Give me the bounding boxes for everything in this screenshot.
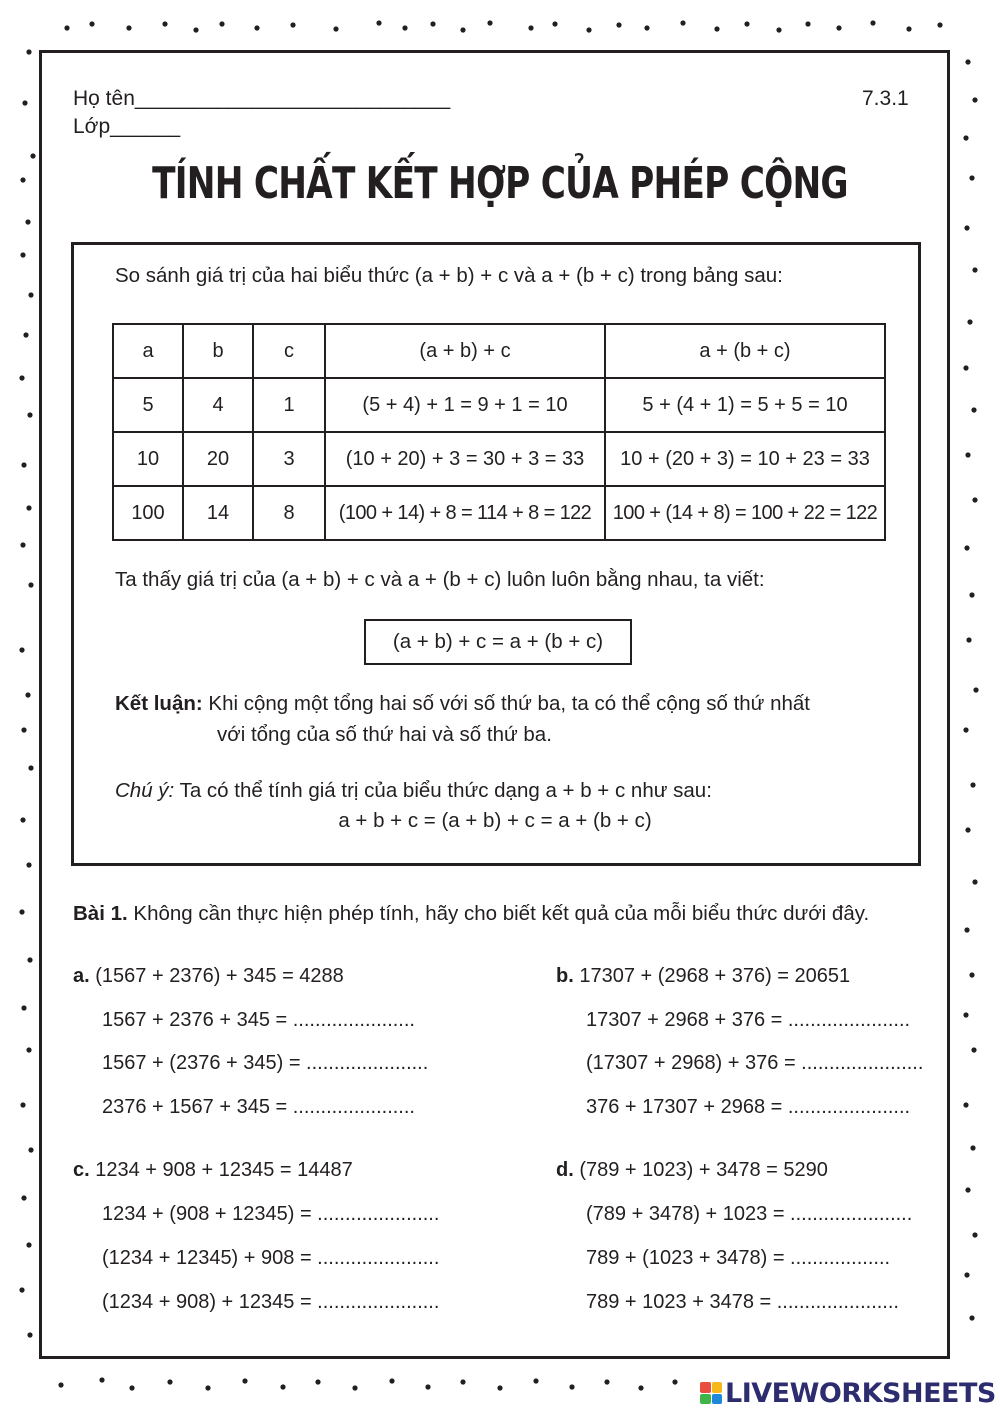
conclusion-line-2: với tổng của số thứ hai và số thứ ba. (217, 723, 552, 746)
observation-text: Ta thấy giá trị của (a + b) + c và a + (b + c) luôn luôn bằng nhau, ta viết: (115, 568, 765, 591)
table-header-cell: a (113, 324, 183, 378)
table-header-row (113, 324, 885, 378)
exercise-text: Không cần thực hiện phép tính, hãy cho biết kết quả của mỗi biểu thức dưới đây. (133, 902, 870, 925)
table-cell: 8 (253, 486, 325, 540)
table-header-cell: a + (b + c) (605, 324, 885, 378)
table-cell: 100 (113, 486, 183, 540)
answer-line[interactable]: 17307 + 2968 + 376 = ...................... (586, 1009, 911, 1031)
liveworksheets-logo[interactable] (700, 1377, 996, 1409)
exercise-instruction (73, 899, 921, 929)
answer-line[interactable]: 789 + (1023 + 3478) = .................. (586, 1247, 891, 1269)
part-given: 1234 + 908 + 12345 = 14487 (95, 1159, 353, 1181)
comparison-table (112, 323, 886, 541)
exercise-part-d (556, 1159, 828, 1182)
note-text: Ta có thể tính giá trị của biểu thức dạng a + b + c như sau: (179, 779, 712, 802)
table-row (113, 432, 885, 486)
table-cell: (10 + 20) + 3 = 30 + 3 = 33 (325, 432, 605, 486)
answer-line[interactable]: 1567 + 2376 + 345 = ...................... (102, 1009, 415, 1031)
conclusion-line-1: Khi cộng một tổng hai số với số thứ ba, ta có thể cộng số thứ nhất (208, 692, 810, 715)
table-cell: (100 + 14) + 8 = 114 + 8 = 122 (325, 486, 605, 540)
part-letter: a. (73, 965, 90, 987)
table-cell: 10 (113, 432, 183, 486)
part-given: 17307 + (2968 + 376) = 20651 (579, 965, 851, 987)
table-cell: 20 (183, 432, 253, 486)
table-cell: 100 + (14 + 8) = 100 + 22 = 122 (605, 486, 885, 540)
note (115, 779, 712, 803)
table-row (113, 378, 885, 432)
exercise-part-b (556, 965, 850, 988)
student-name-label: Họ tên___________________________ (73, 87, 451, 110)
answer-line[interactable]: 1567 + (2376 + 345) = ...................... (102, 1052, 429, 1074)
note-formula: a + b + c = (a + b) + c = a + (b + c) (338, 809, 652, 832)
answer-line[interactable]: (1234 + 12345) + 908 = ...................... (102, 1247, 440, 1269)
table-cell: 5 + (4 + 1) = 5 + 5 = 10 (605, 378, 885, 432)
conclusion-label: Kết luận: (115, 692, 203, 715)
class-label: Lớp______ (73, 115, 181, 138)
answer-line[interactable]: 1234 + (908 + 12345) = ...................... (102, 1203, 440, 1225)
answer-line[interactable]: (789 + 3478) + 1023 = ...................... (586, 1203, 913, 1225)
worksheet-code: 7.3.1 (862, 87, 909, 110)
table-cell: 3 (253, 432, 325, 486)
table-header-cell: (a + b) + c (325, 324, 605, 378)
answer-line[interactable]: 789 + 1023 + 3478 = ...................... (586, 1291, 899, 1313)
associative-formula: (a + b) + c = a + (b + c) (392, 630, 604, 653)
part-letter: b. (556, 965, 574, 987)
part-letter: d. (556, 1159, 574, 1181)
answer-line[interactable]: (17307 + 2968) + 376 = ...................... (586, 1052, 924, 1074)
table-cell: 4 (183, 378, 253, 432)
page-title: TÍNH CHẤT KẾT HỢP CỦA PHÉP CỘNG (152, 158, 848, 209)
note-label: Chú ý: (115, 779, 175, 802)
exercise-part-a (73, 965, 344, 988)
table-header-cell: b (183, 324, 253, 378)
part-letter: c. (73, 1159, 90, 1181)
answer-line[interactable]: (1234 + 908) + 12345 = ...................... (102, 1291, 440, 1313)
table-cell: 1 (253, 378, 325, 432)
exercise-label: Bài 1. (73, 902, 128, 925)
table-cell: 14 (183, 486, 253, 540)
answer-line[interactable]: 2376 + 1567 + 345 = ...................... (102, 1096, 415, 1118)
formula-box (364, 619, 632, 665)
table-cell: 5 (113, 378, 183, 432)
part-given: (1567 + 2376) + 345 = 4288 (95, 965, 344, 987)
liveworksheets-logo-icon (700, 1382, 722, 1404)
theory-intro: So sánh giá trị của hai biểu thức (a + b) + c và a + (b + c) trong bảng sau: (115, 264, 783, 287)
answer-line[interactable]: 376 + 17307 + 2968 = ...................... (586, 1096, 911, 1118)
table-header-cell: c (253, 324, 325, 378)
table-row (113, 486, 885, 540)
conclusion (115, 688, 810, 750)
table-cell: (5 + 4) + 1 = 9 + 1 = 10 (325, 378, 605, 432)
exercise-part-c (73, 1159, 353, 1182)
table-cell: 10 + (20 + 3) = 10 + 23 = 33 (605, 432, 885, 486)
liveworksheets-logo-text: LIVEWORKSHEETS (725, 1377, 996, 1409)
part-given: (789 + 1023) + 3478 = 5290 (579, 1159, 828, 1181)
